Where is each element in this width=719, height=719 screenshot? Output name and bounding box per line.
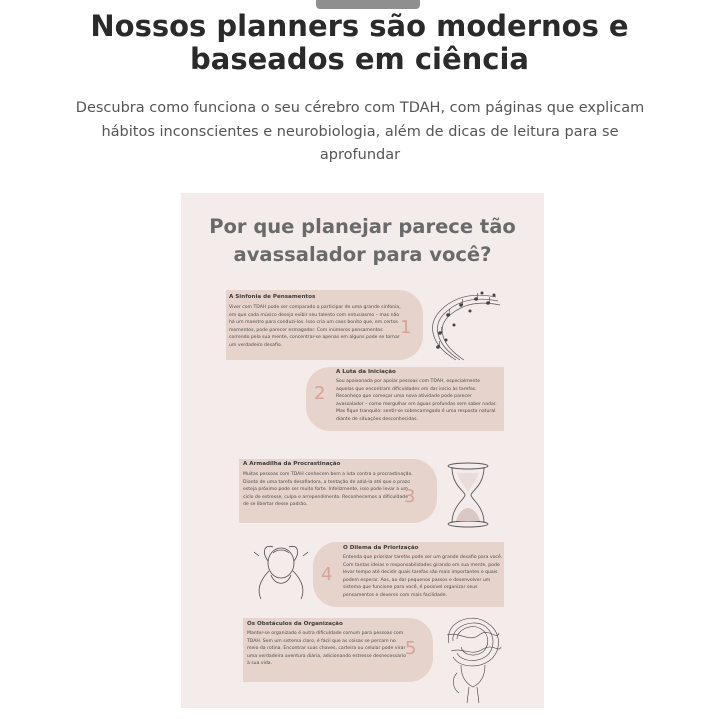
section-4-body: Entenda que priorizar tarefas pode ser um grande desafio para você. Com tantas ideias e responsabilidades girando em sua mente, pode levar tempo até decidir quais tarefas são mais importantes e quais podem esperar. Aos, ao dar pequenos passos e desenvolver um sistema que funcione para você, é possível organizar seus pensamentos e deveres com mais facilidade.	[343, 555, 503, 598]
section-2-title: A Luta da Iniciação	[336, 369, 396, 375]
headline-line-2: baseados em ciência	[190, 42, 529, 76]
section-5-body: Manter-se organizado é outra dificuldade comum para pessoas com TDAH. Sem um sistema claro, é fácil que as coisas se percam no meio da rotina. Encontrar suas chaves, carteira ou celular pode virar uma verdadeira aventura diária, adicionando estresse desnecessário à sua vida.	[247, 631, 406, 667]
top-tab-indicator	[316, 0, 420, 9]
section-3-body: Muitas pessoas com TDAH conhecem bem a luta contra a procrastinação. Diante de uma tarefa desafiadora, a tentação de adiá-la até que o prazo esteja próximo pode ser muito forte. Infelizmente, isso pode levar a um ciclo de estresse, culpa e arrependimento. Reconhecemos a dificuldade de se libertar desse padrão.	[243, 472, 413, 508]
hourglass-illustration	[443, 461, 493, 531]
section-1-body: Viver com TDAH pode ser comparado a participar de uma grande sinfonia, em que cada músico deseja exibir seu talento com entusiasmo – mas não há um maestro para conduzi-los. Isso cria um caos bonito que, em certos momentos, pode parecer esmagador. Com inúmeros pensamentos correndo pela sua mente, concentrar-se apenas em alguns pode se tornar um verdadeiro desafio.	[229, 305, 401, 348]
subtitle-line-3: aprofundar	[319, 147, 401, 163]
section-1-number: 1	[400, 317, 412, 338]
planner-title-line-1: Por que planejar parece tão	[209, 215, 516, 238]
subtitle-line-2: hábitos inconscientes e neurobiologia, além de dicas de leitura para se	[101, 123, 619, 140]
section-3-number: 3	[404, 486, 416, 507]
page-headline	[0, 10, 719, 76]
tangled-thoughts-illustration	[439, 613, 507, 705]
planner-page-preview	[181, 193, 544, 708]
section-5-number: 5	[405, 638, 417, 659]
headline-line-1: Nossos planners são modernos e	[90, 9, 629, 43]
music-notes-illustration	[426, 285, 506, 365]
section-2-body: Sou apaixonada por apoiar pessoas com TDAH, especialmente aquelas que encontram dificuldades em dar início às tarefas. Reconheço que começar uma nova atividade pode parecer avassalador – como mergulhar em águas profundas sem saber nadar. Mas fique tranquilo: sentir-se sobrecarregado é uma resposta natural diante de situações desconhecidas.	[336, 379, 497, 422]
stressed-person-illustration	[251, 541, 311, 601]
planner-title-line-2: avassalador para você?	[233, 243, 492, 266]
section-4-number: 4	[321, 564, 333, 585]
section-3-title: A Armadilha da Procrastinação	[243, 461, 341, 467]
page-subtitle	[60, 97, 660, 168]
planner-page-title	[181, 213, 544, 269]
section-5-title: Os Obstáculos da Organização	[247, 621, 343, 627]
section-1-title: A Sinfonia de Pensamentos	[229, 294, 316, 300]
section-4-title: O Dilema da Priorização	[343, 545, 419, 551]
section-2-number: 2	[314, 383, 326, 404]
subtitle-line-1: Descubra como funciona o seu cérebro com TDAH, com páginas que explicam	[75, 100, 645, 116]
